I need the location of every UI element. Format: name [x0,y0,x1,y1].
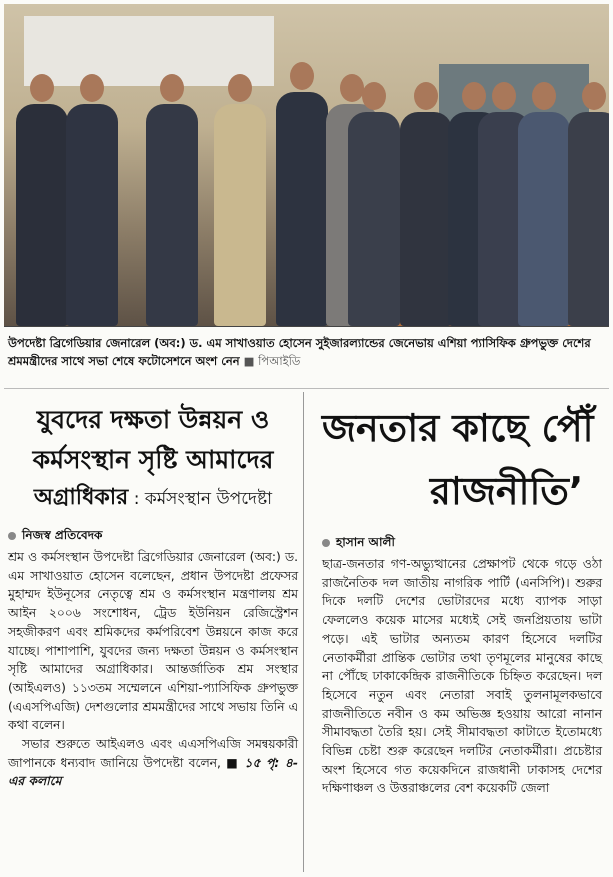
photo-person [564,82,609,326]
news-photo [4,4,609,327]
headline-line-1: যুবদের দক্ষতা উন্নয়ন ও [36,405,270,434]
byline-text: হাসান আলী [336,535,395,549]
photo-group-of-officials [4,4,609,326]
right-article-byline [322,534,395,550]
headline-line-2: কর্মসংস্থান সৃষ্টি আমাদের [32,445,274,474]
left-article-byline [8,527,102,543]
continuation-jump: ■ ১৫ পৃ: ৪-এর কলামে [8,755,298,789]
left-article-subhead [8,486,298,511]
photo-credit: ■ পিআইডি [243,354,301,368]
caption-text: উপদেষ্টা ব্রিগেডিয়ার জেনারেল (অব:) ড. এম সাখাওয়াত হোসেন সুইজারল্যান্ডের জেনেভায় এশিয়া প্যাসিফিক গ্রুপভুক্ত দেশের শ্রমমন্ত্রীদের সাথে সভা শেষে ফটোসেশনে অংশ নেন [8,336,591,368]
right-article-headline-line-1: জনতার কাছে পৌঁ [322,406,594,450]
byline-bullet-icon [8,532,16,540]
headline-line-3: অগ্রাধিকার [33,485,129,510]
paragraph-2-text: সভার শুরুতে আইএলও এবং এএসপিএজি সমন্বয়কারী জাপানকে ধন্যবাদ জানিয়ে উপদেষ্টা বলেন, [8,737,298,770]
left-article-body [8,548,298,791]
paragraph-1: শ্রম ও কর্মসংস্থান উপদেষ্টা ব্রিগেডিয়ার জেনারেল (অব:) ড. এম সাখাওয়াত হোসেন বলেছেন, প্রধান উপদেষ্টা প্রফেসর মুহাম্মদ ইউনূসের নেতৃত্বে শ্রম ও কর্মসংস্থান মন্ত্রণালয় শ্রম আইন ২০০৬ সংশোধন, ট্রেড ইউনিয়ন রেজিস্ট্রেশন সহজীকরণ এবং শ্রমিকদের কর্মপরিবেশ উন্নয়নে কাজ করে যাচ্ছে। পাশাপাশি, যুবদের জন্য দক্ষতা উন্নয়ন ও কর্মসংস্থান সৃষ্টি আমাদের অগ্রাধিকার। আন্তর্জাতিক শ্রম সংস্থার (আইএলও) ১১৩তম সম্মেলনে এশিয়া-প্যাসিফিক গ্রুপভুক্ত (এএসপিএজি) দেশগুলোর শ্রমমন্ত্রীদের সাথে সভায় তিনি এ কথা বলেন। [8,550,298,733]
paragraph-2 [8,735,298,791]
byline-text: নিজস্ব প্রতিবেদক [22,528,103,542]
right-article-headline-line-2: রাজনীতি’ [430,469,584,513]
photo-person [62,74,122,326]
photo-person [142,74,202,326]
left-article-headline [8,400,298,480]
byline-bullet-icon [322,539,330,547]
section-divider [4,388,609,389]
photo-caption [8,334,606,370]
subhead-attribution: : কর্মসংস্থান উপদেষ্টা [133,489,273,509]
photo-person [344,82,404,326]
photo-person [210,74,270,326]
right-article [304,392,609,872]
right-article-body: ছাত্র-জনতার গণ-অভ্যুত্থানের প্রেক্ষাপট থেকে গড়ে ওঠা রাজনৈতিক দল জাতীয় নাগরিক পার্টি (এনসিপি)। শুরুর দিকে দলটি দেশের ভোটারদের মধ্যে ব্যাপক সাড়া ফেললেও কয়েক মাসের মধ্যেই সেই জনপ্রিয়তায় ভাটা পড়ে। এই ভাটার অন্যতম কারণ হিসেবে দলটির নেতাকর্মীরা প্রান্তিক ভোটার তথা তৃণমূলের মানুষের কাছে না পৌঁছে ঢাকাকেন্দ্রিক রাজনীতিকে চিহ্নিত করেছেন। দল হিসেবে নতুন এবং নেতারা সবাই তুলনামূলকভাবে রাজনীতিতে নবীন ও কম অভিজ্ঞ হওয়ায় আরো নানান সীমাবদ্ধতা তৈরি হয়। সেই সীমাবদ্ধতা কাটাতে ইতোমধ্যে বিভিন্ন চেষ্টা শুরু করেছেন দলটির নেতাকর্মীরা। প্রচেষ্টার অংশ হিসেবে গত কয়েকদিনে রাজধানী ঢাকাসহ দেশের দক্ষিণাঞ্চল ও উত্তরাঞ্চলের বেশ কয়েকটি জেলা [322,557,602,796]
